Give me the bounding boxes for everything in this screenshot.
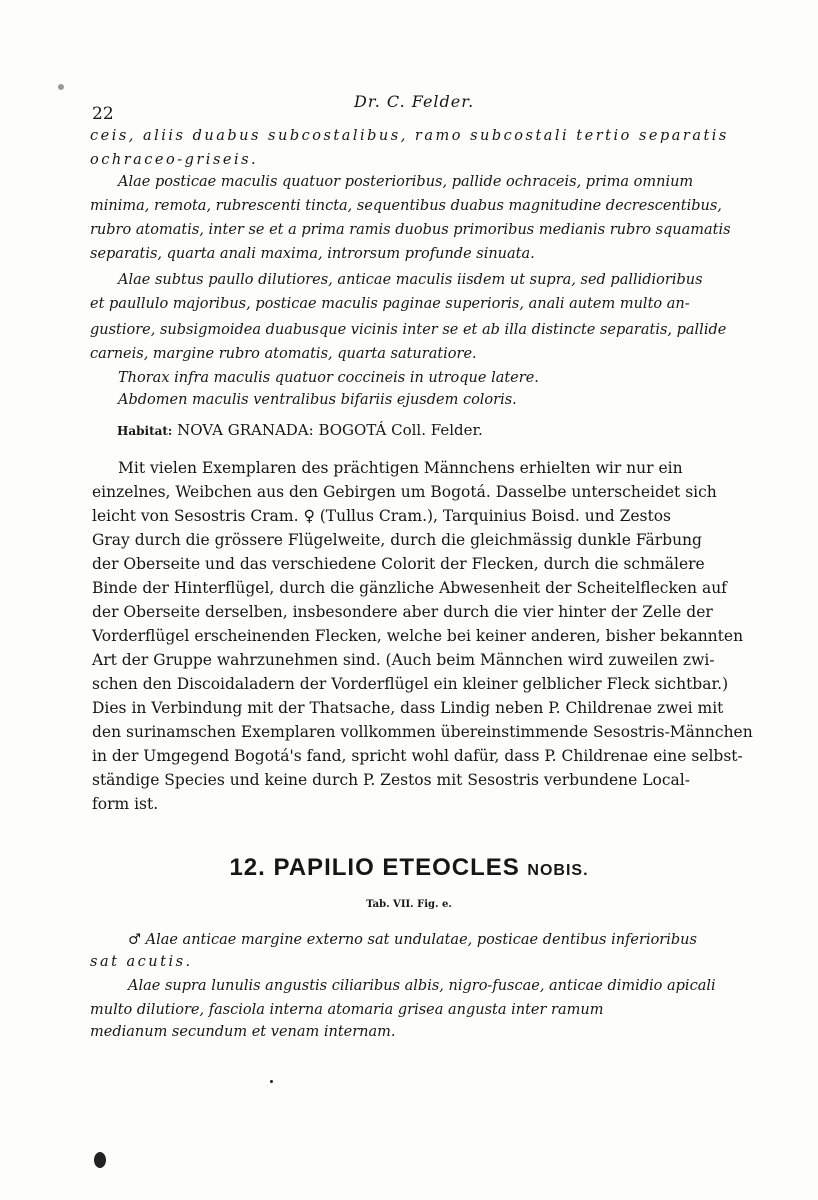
latin-line: carneis, margine rubro atomatis, quarta saturatiore. [90, 346, 477, 362]
plate-reference: Tab. VII. Fig. e. [366, 899, 452, 910]
german-line: Binde der Hinterflügel, durch die gänzliche Abwesenheit der Scheitelflecken auf [92, 579, 727, 597]
german-line: leicht von Sesostris Cram. ♀ (Tullus Cram.), Tarquinius Boisd. und Zestos [92, 507, 672, 525]
latin-line: separatis, quarta anali maxima, introrsum profunde sinuata. [90, 246, 535, 262]
paper-speck [58, 84, 64, 90]
german-line: der Oberseite und das verschiedene Colorit der Flecken, durch die schmälere [92, 555, 705, 573]
latin-line: ♂ Alae anticae margine externo sat undulatae, posticae dentibus inferioribus [128, 932, 697, 948]
latin-line: ceis, aliis duabus subcostalibus, ramo subcostali tertio separatis [90, 128, 729, 144]
section-heading [0, 854, 818, 882]
habitat-text: NOVA GRANADA: BOGOTÁ Coll. Felder. [177, 421, 483, 439]
german-line: form ist. [92, 795, 159, 813]
latin-line: Abdomen maculis ventralibus bifariis ejusdem coloris. [118, 392, 517, 408]
latin-line: et paullulo majoribus, posticae maculis paginae superioris, anali autem multo an- [90, 296, 690, 312]
german-line: der Oberseite derselben, insbesondere aber durch die vier hinter der Zelle der [92, 603, 713, 621]
section-author: NOBIS. [527, 862, 589, 879]
german-line: in der Umgegend Bogotá's fand, spricht wohl dafür, dass P. Childrenae eine selbst- [92, 747, 743, 765]
habitat-line [117, 421, 483, 439]
latin-line: sat acutis. [90, 954, 193, 970]
latin-line: ochraceo-griseis. [90, 152, 259, 168]
paper-speck [270, 1080, 273, 1083]
latin-line: gustiore, subsigmoidea duabusque vicinis inter se et ab illa distincte separatis, pallide [90, 322, 727, 338]
page-number: 22 [92, 104, 114, 124]
german-line: Vorderflügel erscheinenden Flecken, welche bei keiner anderen, bisher bekannten [92, 627, 744, 645]
latin-line: rubro atomatis, inter se et a prima ramis duobus primoribus medianis rubro squamatis [90, 222, 731, 238]
latin-line: multo dilutiore, fasciola interna atomaria grisea angusta inter ramum [90, 1002, 604, 1018]
german-line: Dies in Verbindung mit der Thatsache, dass Lindig neben P. Childrenae zwei mit [92, 699, 724, 717]
german-line: Gray durch die grössere Flügelweite, durch die gleichmässig dunkle Färbung [92, 531, 702, 549]
latin-line: Thorax infra maculis quatuor coccineis in utroque latere. [118, 370, 539, 386]
running-title: Dr. C. Felder. [354, 92, 475, 111]
german-line: den surinamschen Exemplaren vollkommen übereinstimmende Sesostris-Männchen [92, 723, 753, 741]
latin-line: Alae supra lunulis angustis ciliaribus albis, nigro-fuscae, anticae dimidio apicali [128, 978, 716, 994]
german-line: ständige Species und keine durch P. Zestos mit Sesostris verbundene Local- [92, 771, 690, 789]
ink-blot [94, 1152, 106, 1168]
latin-line: minima, remota, rubrescenti tincta, sequentibus duabus magnitudine decrescentibus, [90, 198, 722, 214]
section-title: PAPILIO ETEOCLES [273, 854, 520, 881]
german-line: Art der Gruppe wahrzunehmen sind. (Auch beim Männchen wird zuweilen zwi- [92, 651, 715, 669]
section-number: 12. [229, 854, 266, 881]
german-line: Mit vielen Exemplaren des prächtigen Männchens erhielten wir nur ein [118, 459, 683, 477]
habitat-label: Habitat: [117, 424, 173, 438]
german-line: einzelnes, Weibchen aus den Gebirgen um Bogotá. Dasselbe unterscheidet sich [92, 483, 717, 501]
latin-line: medianum secundum et venam internam. [90, 1024, 396, 1040]
german-line: schen den Discoidaladern der Vorderflügel ein kleiner gelblicher Fleck sichtbar.) [92, 675, 729, 693]
latin-line: Alae subtus paullo dilutiores, anticae maculis iisdem ut supra, sed pallidioribus [118, 272, 703, 288]
latin-line: Alae posticae maculis quatuor posterioribus, pallide ochraceis, prima omnium [118, 174, 694, 190]
